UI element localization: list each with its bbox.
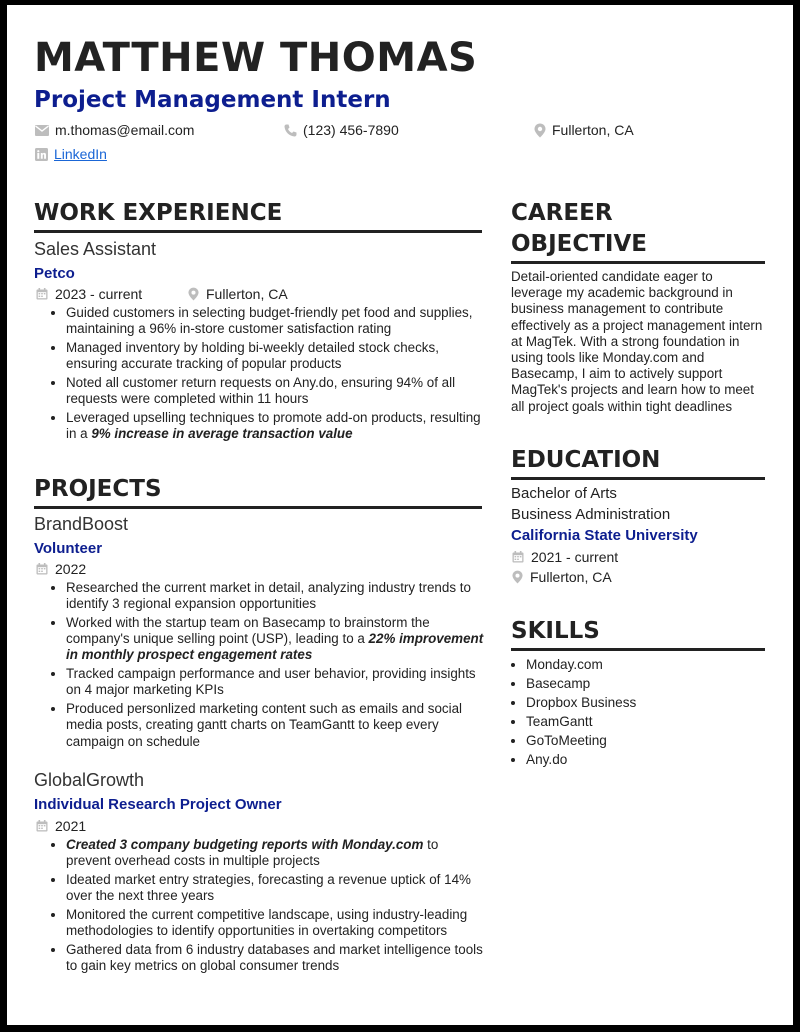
- phone-icon: [284, 124, 297, 137]
- candidate-name: MATTHEW THOMAS: [34, 35, 478, 81]
- list-item: • Managed inventory by holding bi-weekly detailed stock checks, ensuring accurate tracking of popular products: [66, 340, 484, 372]
- list-item: • Produced personlized marketing content such as emails and social media posts, creating gantt charts on TeamGantt to keep every campaign on schedule: [66, 701, 486, 750]
- list-item: • Tracked campaign performance and user behavior, providing insights on 4 major marketing KPIs: [66, 666, 486, 698]
- work-location-text: Fullerton, CA: [206, 286, 288, 302]
- work-bullets: [34, 305, 484, 445]
- calendar-icon: [512, 551, 524, 563]
- education-location-text: Fullerton, CA: [530, 569, 612, 585]
- education-location: [512, 569, 612, 585]
- map-pin-icon: [512, 570, 523, 584]
- candidate-title: Project Management Intern: [34, 87, 391, 113]
- calendar-icon: [36, 563, 48, 575]
- calendar-icon: [36, 288, 48, 300]
- work-dates-text: 2023 - current: [55, 286, 143, 302]
- list-item: • Researched the current market in detail, analyzing industry trends to identify 3 regional expansion opportunities: [66, 580, 486, 612]
- work-experience-heading: WORK EXPERIENCE: [34, 200, 283, 226]
- list-item: • Noted all customer return requests on Any.do, ensuring 94% of all requests were completed within 11 hours: [66, 375, 484, 407]
- work-location: [188, 286, 288, 302]
- list-item: • Leveraged upselling techniques to promote add-on products, resulting in a 9% increase in average transaction value: [66, 410, 484, 442]
- contact-location: [534, 122, 634, 138]
- education-dates: [512, 549, 618, 565]
- list-item: • Monitored the current competitive landscape, using industry-leading methodologies to identify opportunities in overtaking competitors: [66, 907, 484, 939]
- projects-heading: PROJECTS: [34, 476, 162, 502]
- brandboost-bullets: [34, 580, 486, 752]
- list-item: • TeamGantt: [526, 712, 636, 731]
- list-item: • Dropbox Business: [526, 693, 636, 712]
- education-dates-text: 2021 - current: [531, 549, 619, 565]
- list-item: • Ideated market entry strategies, forecasting a revenue uptick of 14% over the next three years: [66, 872, 484, 904]
- project-date-text: 2021: [55, 818, 87, 834]
- project-role-brandboost: Volunteer: [34, 540, 103, 557]
- education-field: Business Administration: [511, 506, 671, 523]
- map-pin-icon: [188, 287, 199, 301]
- project-name-globalgrowth: GlobalGrowth: [34, 770, 145, 790]
- project-date-text: 2022: [55, 561, 87, 577]
- skills-list: [511, 655, 636, 769]
- skills-heading: SKILLS: [511, 618, 600, 644]
- globalgrowth-bullets: [34, 837, 484, 977]
- skills-divider: [511, 648, 765, 651]
- career-divider: [511, 261, 765, 264]
- education-school: California State University: [511, 527, 698, 544]
- career-objective-heading: CAREER OBJECTIVE: [511, 200, 647, 257]
- email-text: m.thomas@email.com: [55, 122, 195, 138]
- work-dates: [36, 286, 142, 302]
- project-role-globalgrowth: Individual Research Project Owner: [34, 796, 282, 813]
- list-item: • Created 3 company budgeting reports with Monday.com to prevent overhead costs in multiple projects: [66, 837, 484, 869]
- contact-email: [35, 122, 194, 138]
- list-item: • Monday.com: [526, 655, 636, 674]
- education-heading: EDUCATION: [511, 447, 661, 473]
- projects-divider: [34, 506, 482, 509]
- list-item: • Guided customers in selecting budget-friendly pet food and supplies, maintaining a 96% in-store customer satisfaction rating: [66, 305, 484, 337]
- resume-page: [7, 5, 793, 1025]
- list-item: • Basecamp: [526, 674, 636, 693]
- list-item: • GoToMeeting: [526, 731, 636, 750]
- contact-linkedin: [35, 146, 107, 162]
- list-item: • Any.do: [526, 750, 636, 769]
- map-pin-icon: [534, 123, 546, 138]
- phone-text: (123) 456-7890: [303, 122, 399, 138]
- linkedin-link[interactable]: LinkedIn: [54, 146, 107, 162]
- work-divider: [34, 230, 482, 233]
- linkedin-icon: [35, 148, 48, 161]
- education-degree: Bachelor of Arts: [511, 485, 617, 502]
- project-date-brandboost: [36, 561, 86, 577]
- project-date-globalgrowth: [36, 818, 86, 834]
- list-item: • Worked with the startup team on Basecamp to brainstorm the company's unique selling point (USP), leading to a 22% improvement in monthly prospect engagement rates: [66, 615, 486, 664]
- contact-phone: [284, 122, 399, 138]
- calendar-icon: [36, 820, 48, 832]
- project-name-brandboost: BrandBoost: [34, 514, 129, 534]
- education-divider: [511, 477, 765, 480]
- envelope-icon: [35, 125, 49, 136]
- career-objective-text: Detail-oriented candidate eager to leverage my academic background in business management to contribute effectively as a project management intern at MagTek. With a strong foundation in using tools like Monday.com and Basecamp, I aim to actively support MagTek's projects and learn how to meet all project goals within tight deadlines: [511, 269, 763, 414]
- location-text: Fullerton, CA: [552, 122, 634, 138]
- work-org: Petco: [34, 265, 75, 282]
- list-item: • Gathered data from 6 industry databases and market intelligence tools to gain key metrics on global consumer trends: [66, 942, 484, 974]
- work-role: Sales Assistant: [34, 239, 157, 259]
